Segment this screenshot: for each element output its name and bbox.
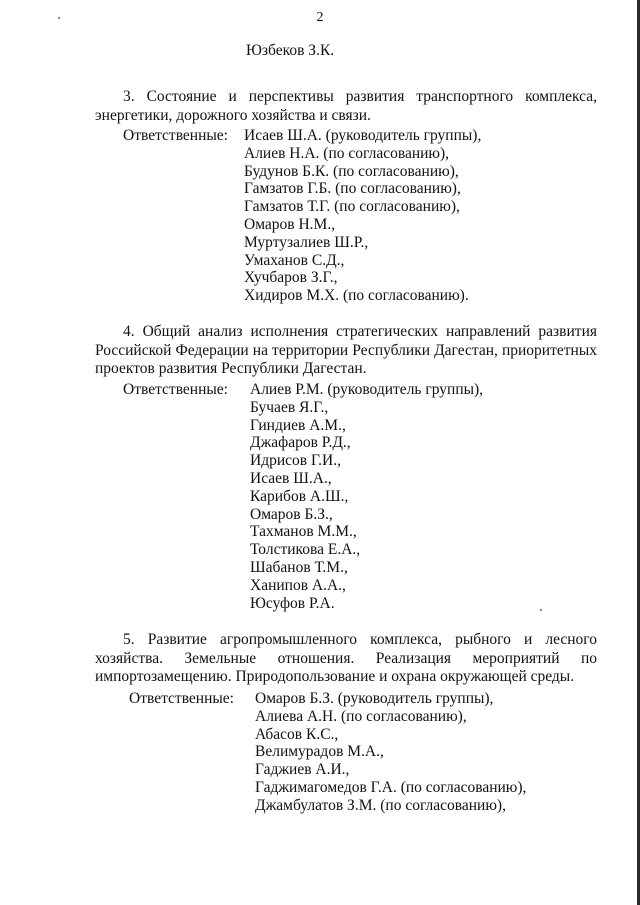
member-item: Алиев Р.М. (руководитель группы), xyxy=(250,381,484,398)
member-item: Исаев Ш.А. (руководитель группы), xyxy=(244,127,482,144)
member-item: Омаров Б.З., xyxy=(250,505,333,523)
member-item: Хучбаров З.Г., xyxy=(244,269,338,287)
page-number: 2 xyxy=(316,10,324,25)
member-item: Омаров Н.М., xyxy=(244,215,336,233)
member-item: Хидиров М.Х. (по согласованию). xyxy=(244,287,469,305)
section-3-members xyxy=(244,127,481,305)
member-item: Ханипов А.А., xyxy=(250,576,346,594)
heading-line: энергетики, дорожного хозяйства и связи. xyxy=(95,106,371,124)
member-item: Исаев Ш.А., xyxy=(250,469,332,487)
responsible-label: Ответственные: xyxy=(123,381,228,398)
member-item: Джафаров Р.Д., xyxy=(250,434,351,452)
section-5-heading xyxy=(95,631,597,687)
member-item: Абасов К.С., xyxy=(255,725,339,743)
member-item: Юсуфов Р.А. xyxy=(250,594,335,612)
section-4-heading xyxy=(95,323,597,379)
member-item: Гиндиев А.М., xyxy=(250,416,346,434)
heading-line: Российской Федерации на территории Республики Дагестан, приоритетных xyxy=(95,341,597,359)
member-item: Бучаев Я.Г., xyxy=(250,398,329,416)
heading-line: импортозамещению. Природопользование и охрана окружающей среды. xyxy=(95,668,575,685)
member-item: Гаджимагомедов Г.А. (по согласованию), xyxy=(255,778,527,796)
continued-member: Юзбеков З.К. xyxy=(246,42,335,59)
member-item: Шабанов Т.М., xyxy=(250,558,348,576)
member-item: Гаджиев А.И., xyxy=(255,761,350,779)
member-item: Умаханов С.Д., xyxy=(244,251,345,269)
member-item: Велимурадов М.А., xyxy=(255,743,384,761)
member-item: Толстикова Е.А., xyxy=(250,541,361,559)
heading-line: хозяйства. Земельные отношения. Реализация мероприятий по xyxy=(95,649,597,667)
member-item: Карибов А.Ш., xyxy=(250,487,349,505)
member-item: Будунов Б.К. (по согласованию), xyxy=(244,162,459,180)
section-4-members xyxy=(250,381,483,612)
section-5-members xyxy=(255,690,526,815)
member-item: Алиева А.Н. (по согласованию), xyxy=(255,707,467,725)
member-item: Алиев Н.А. (по согласованию), xyxy=(244,144,450,162)
member-item: Гамзатов Т.Г. (по согласованию), xyxy=(244,198,460,216)
heading-line: 3. Состояние и перспективы развития транспортного комплекса, xyxy=(123,88,597,105)
member-item: Омаров Б.З. (руководитель группы), xyxy=(255,690,494,707)
responsible-label: Ответственные: xyxy=(129,690,234,707)
heading-line: проектов развития Республики Дагестан. xyxy=(95,360,367,377)
heading-line: 4. Общий анализ исполнения стратегических направлений развития xyxy=(123,323,597,340)
member-item: Идрисов Г.И., xyxy=(250,452,341,470)
heading-line: 5. Развитие агропромышленного комплекса, рыбного и лесного xyxy=(123,631,597,648)
member-item: Тахманов М.М., xyxy=(250,523,357,541)
scan-speck xyxy=(540,609,542,611)
section-3-heading xyxy=(95,88,597,125)
member-item: Гамзатов Г.Б. (по согласованию), xyxy=(244,180,461,198)
member-item: Муртузалиев Ш.Р., xyxy=(244,233,369,251)
member-item: Джамбулатов З.М. (по согласованию), xyxy=(255,796,506,814)
responsible-label: Ответственные: xyxy=(123,127,228,144)
